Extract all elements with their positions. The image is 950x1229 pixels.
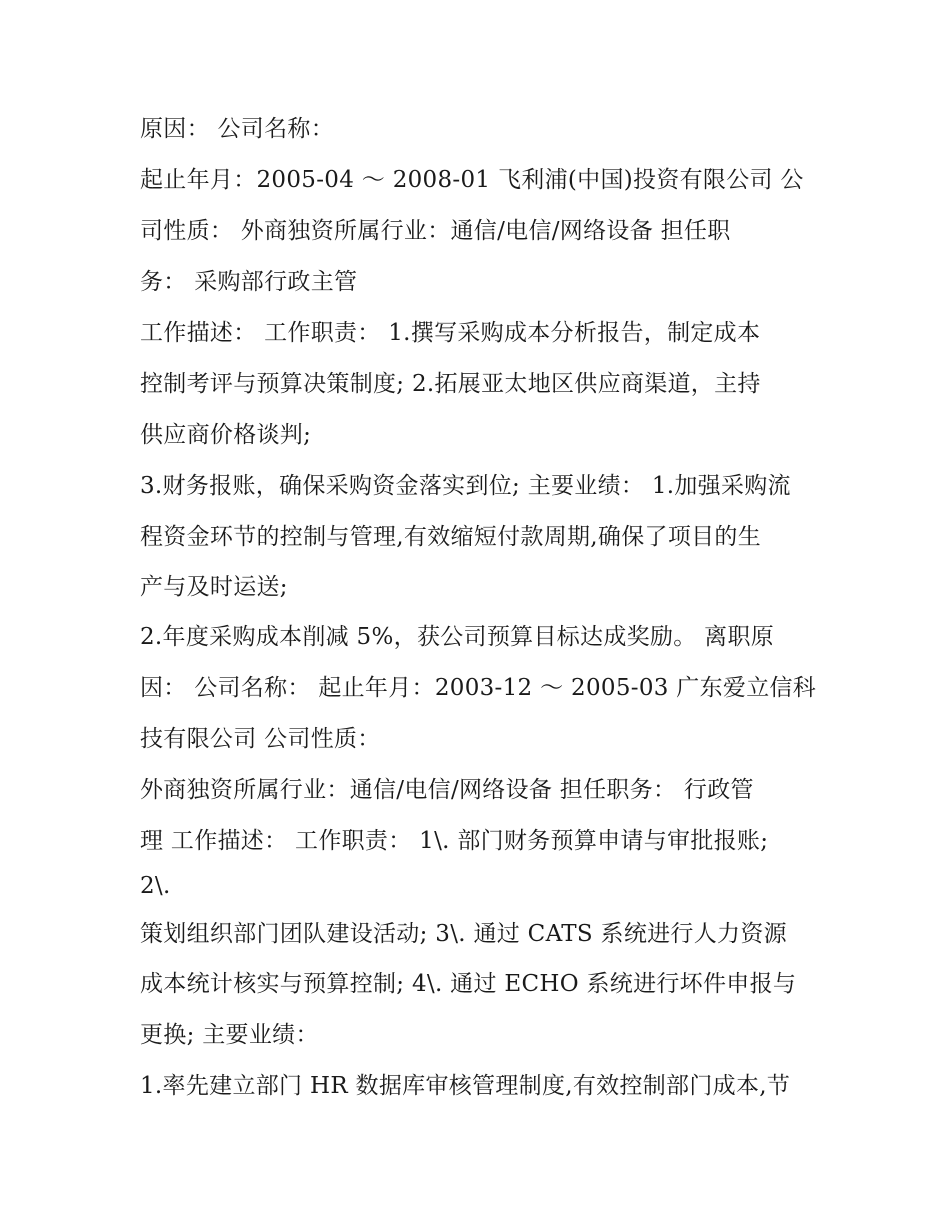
text-line: 务： 采购部行政主管 (140, 269, 358, 295)
text-line: 2.年度采购成本削减 5%，获公司预算目标达成奖励。 离职原 (140, 624, 775, 650)
text-line: 控制考评与预算决策制度; 2.拓展亚太地区供应商渠道，主持 (140, 371, 761, 397)
text-line: 程资金环节的控制与管理,有效缩短付款周期,确保了项目的生 (140, 524, 762, 550)
text-line: 策划组织部门团队建设活动; 3\. 通过 CATS 系统进行人力资源 (140, 921, 787, 947)
text-line: 供应商价格谈判; (140, 422, 312, 448)
text-line: 工作描述： 工作职责： 1.撰写采购成本分析报告，制定成本 (140, 320, 761, 346)
text-line: 司性质： 外商独资所属行业：通信/电信/网络设备 担任职 (140, 218, 731, 244)
text-line: 1.率先建立部门 HR 数据库审核管理制度,有效控制部门成本,节 (140, 1073, 791, 1099)
text-line: 3.财务报账，确保采购资金落实到位; 主要业绩： 1.加强采购流 (140, 473, 791, 499)
text-line: 2\. (140, 873, 171, 899)
text-line: 起止年月：2005-04 ～ 2008-01 飞利浦(中国)投资有限公司 公 (140, 167, 804, 193)
text-line: 因： 公司名称： 起止年月：2003-12 ～ 2005-03 广东爱立信科 (140, 675, 817, 701)
text-line: 外商独资所属行业：通信/电信/网络设备 担任职务： 行政管 (140, 777, 754, 803)
text-line: 理 工作描述： 工作职责： 1\. 部门财务预算申请与审批报账; (140, 828, 769, 854)
text-line: 成本统计核实与预算控制; 4\. 通过 ECHO 系统进行坏件申报与 (140, 971, 797, 997)
text-line: 原因： 公司名称： (140, 116, 335, 142)
text-line: 更换; 主要业绩： (140, 1022, 319, 1048)
text-line: 产与及时运送; (140, 574, 288, 600)
text-line: 技有限公司 公司性质： (140, 726, 381, 752)
